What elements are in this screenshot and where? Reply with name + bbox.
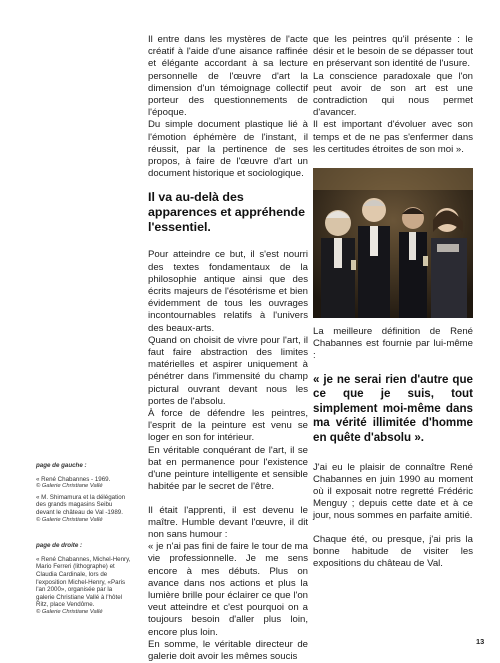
group-photo-image [313, 168, 473, 318]
caption-heading-left-page: page de gauche : [36, 462, 87, 469]
caption-block-right-page [36, 542, 132, 616]
paragraph: Il entre dans les mystères de l'acte créatif à l'aide d'une aisance raffinée et élégante accordant à sa lecture personnelle de l'œuvre d'art la dimension d'un témoignage collectif porteur des questionnements de l'époque. [148, 34, 308, 119]
caption-text: « René Chabannes, Michel-Henry, Mario Ferreri (lithographe) et Claudia Cardinale, lors de l'exposition Michel-Henry, «Paris l'an 2000», organisée par la galerie Christiane Vallé à l'hôtel Ritz, place Vendôme. [36, 555, 131, 609]
subheading: Il va au-delà des apparences et appréhende l'essentiel. [148, 190, 306, 235]
page-number: 13 [476, 637, 485, 646]
paragraph: Chaque été, ou presque, j'ai pris la bonne habitude de visiter les expositions du château de Val. [313, 533, 473, 570]
paragraph: Pour atteindre ce but, il s'est nourri des textes fondamentaux de la philosophie antique ainsi que des écrits majeurs de l'ésotérisme et bien évidemment de tous les ouvrages incontournables relatifs à l'univers des beaux-arts. [148, 249, 308, 334]
paragraph: « je n'ai pas fini de faire le tour de ma vie professionnelle. Je me sens encore à mes débuts. Plus on avance dans nos actions et plus la lumière brille pour éclairer ce que l'on veut atteindre et c'est pourquoi on a toujours besoin d'aller plus loin, encore plus loin. [148, 541, 308, 638]
caption-credit: © Galerie Christiane Vallé [36, 608, 103, 615]
paragraph: J'ai eu le plaisir de connaître René Chabannes en juin 1990 au moment où il exposait notre regretté Frédéric Menguy ; depuis cette date et à ce jour, nous sommes en parfaite amitié. [313, 461, 473, 522]
paragraph: Il était l'apprenti, il est devenu le maître. Humble devant l'œuvre, il dit non sans humour : [148, 504, 308, 540]
paragraph: La meilleure définition de René Chabannes est fournie par lui-même : [313, 326, 473, 362]
paragraph: Du simple document plastique lié à l'émotion éphémère de l'instant, il réussit, par la pertinence de ses propos, à faire de l'œuvre d'art un document historique et sociologique. [148, 119, 308, 180]
paragraph: En somme, le véritable directeur de galerie doit avoir les mêmes soucis [148, 638, 308, 662]
paragraph: La conscience paradoxale que l'on peut avoir de son art est une contradiction qui nous permet d'avancer. [313, 70, 473, 119]
caption-text: « René Chabannes - 1969. [36, 475, 111, 483]
caption-text: « M. Shimamura et la délégation des grands magasins Seibu devant le château de Val -1989. [36, 493, 126, 516]
caption-credit: © Galerie Christiane Vallé [36, 516, 103, 523]
text-column-right [313, 34, 473, 570]
caption-item [36, 556, 132, 617]
paragraph: Quand on choisit de vivre pour l'art, il faut faire abstraction des limites matérielles et aspirer uniquement à pénétrer dans l'immensité du champ pictural ouvrant devant nous les portes de l'absolu. [148, 334, 308, 407]
caption-heading-right-page: page de droite : [36, 542, 83, 550]
paragraph: En véritable conquérant de l'art, il se bat en permanence pour l'existence d'une peinture intelligente et sensible habitée par le secret de l'être. [148, 444, 308, 493]
group-photo [313, 168, 473, 318]
pull-quote: « je ne serai rien d'autre que ce que je suis, tout simplement moi-même dans ma vérité illimitée d'homme en quête d'absolu ». [313, 372, 473, 445]
caption-credit: © Galerie Christiane Vallé [36, 483, 103, 490]
photo-captions [36, 462, 132, 617]
caption-item [36, 476, 132, 491]
paragraph: À force de défendre les peintres, l'esprit de la peinture est venu se loger en son for intérieur. [148, 408, 308, 444]
paragraph: que les peintres qu'il présente : le désir et le besoin de se dépasser tout en préservant son identité de l'usure. [313, 34, 473, 70]
text-column-middle [148, 34, 308, 663]
paragraph: Il est important d'évoluer avec son temps et de ne pas s'enfermer dans les certitudes étroites de son moi ». [313, 119, 473, 155]
caption-item [36, 494, 132, 524]
